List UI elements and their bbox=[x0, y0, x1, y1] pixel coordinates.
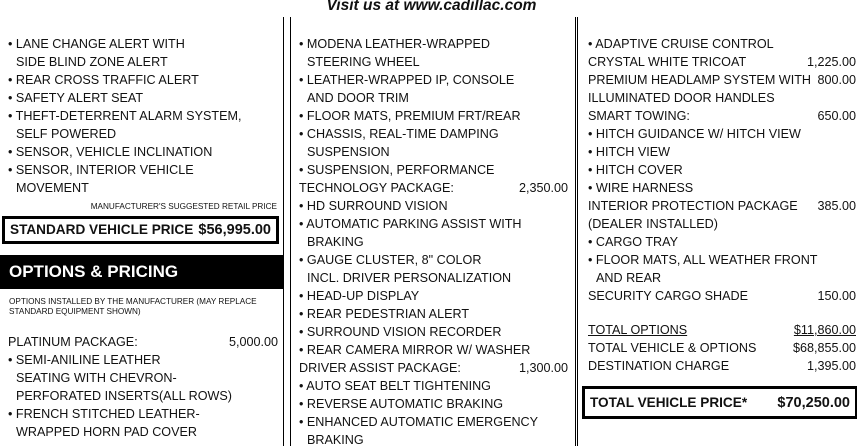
list-item bbox=[588, 197, 856, 215]
total-price-label: TOTAL VEHICLE PRICE* bbox=[590, 394, 748, 410]
platinum-package bbox=[8, 333, 278, 441]
item-price: 1,225.00 bbox=[806, 55, 856, 69]
list-item bbox=[299, 251, 568, 269]
package-price: 5,000.00 bbox=[228, 335, 278, 349]
total-price-value: $70,250.00 bbox=[777, 394, 850, 411]
list-item: • REAR CROSS TRAFFIC ALERT bbox=[8, 73, 199, 87]
item-text: • AUTO SEAT BELT TIGHTENING bbox=[299, 379, 491, 393]
item-text: • REAR PEDESTRIAN ALERT bbox=[299, 307, 470, 321]
item-text: STEERING WHEEL bbox=[307, 55, 420, 69]
destination-charge-value: 1,395.00 bbox=[806, 359, 856, 373]
list-item: • SEMI-ANILINE LEATHER bbox=[8, 353, 161, 367]
list-item: • SAFETY ALERT SEAT bbox=[8, 91, 144, 105]
item-price: 1,300.00 bbox=[518, 361, 568, 375]
list-item: • THEFT-DETERRENT ALARM SYSTEM, bbox=[8, 109, 242, 123]
list-item bbox=[588, 269, 856, 287]
total-options-label: TOTAL OPTIONS bbox=[588, 323, 688, 337]
item-text: INTERIOR PROTECTION PACKAGE bbox=[588, 199, 798, 213]
item-text: AND REAR bbox=[596, 271, 662, 285]
item-text: DRIVER ASSIST PACKAGE: bbox=[299, 361, 461, 375]
item-price: 650.00 bbox=[817, 109, 856, 123]
item-text: AND DOOR TRIM bbox=[307, 91, 409, 105]
item-text: • SURROUND VISION RECORDER bbox=[299, 325, 502, 339]
list-item bbox=[299, 377, 568, 395]
options-note: OPTIONS INSTALLED BY THE MANUFACTURER (MAY REPLACE STANDARD EQUIPMENT SHOWN) bbox=[9, 297, 257, 316]
item-text: • FLOOR MATS, PREMIUM FRT/REAR bbox=[299, 109, 521, 123]
totals-row bbox=[588, 321, 856, 339]
item-text: • HEAD-UP DISPLAY bbox=[299, 289, 420, 303]
package-label: PLATINUM PACKAGE: bbox=[8, 335, 138, 349]
list-item bbox=[588, 215, 856, 233]
list-item: MOVEMENT bbox=[16, 181, 89, 195]
item-text: • AUTOMATIC PARKING ASSIST WITH bbox=[299, 217, 522, 231]
column-options-packages bbox=[290, 17, 576, 446]
list-item bbox=[588, 233, 856, 251]
list-item: • SENSOR, INTERIOR VEHICLE bbox=[8, 163, 194, 177]
item-text: TECHNOLOGY PACKAGE: bbox=[299, 181, 454, 195]
list-item bbox=[299, 431, 568, 446]
website-banner: Visit us at www.cadillac.com bbox=[326, 0, 537, 14]
list-item: WRAPPED HORN PAD COVER bbox=[16, 425, 197, 439]
list-item: • FRENCH STITCHED LEATHER- bbox=[8, 407, 200, 421]
list-item bbox=[299, 53, 568, 71]
list-item bbox=[299, 305, 568, 323]
options-pricing-header: OPTIONS & PRICING bbox=[0, 255, 284, 289]
list-item: • LANE CHANGE ALERT WITH bbox=[8, 37, 185, 51]
list-item bbox=[299, 143, 568, 161]
list-item bbox=[588, 179, 856, 197]
item-text: • REVERSE AUTOMATIC BRAKING bbox=[299, 397, 504, 411]
list-item bbox=[588, 107, 856, 125]
item-price: 800.00 bbox=[817, 73, 856, 87]
list-item bbox=[299, 287, 568, 305]
standard-price-label: STANDARD VEHICLE PRICE bbox=[10, 222, 194, 237]
item-text: • LEATHER-WRAPPED IP, CONSOLE bbox=[299, 73, 515, 87]
item-text: PREMIUM HEADLAMP SYSTEM WITH bbox=[588, 73, 811, 87]
list-item: SEATING WITH CHEVRON- bbox=[16, 371, 177, 385]
list-item bbox=[299, 107, 568, 125]
list-item: PERFORATED INSERTS(ALL ROWS) bbox=[16, 389, 232, 403]
list-item bbox=[299, 161, 568, 179]
list-item bbox=[299, 197, 568, 215]
item-text: BRAKING bbox=[307, 433, 364, 446]
destination-charge-label: DESTINATION CHARGE bbox=[588, 359, 730, 373]
item-text: • HITCH GUIDANCE W/ HITCH VIEW bbox=[588, 127, 801, 141]
list-item: SIDE BLIND ZONE ALERT bbox=[16, 55, 168, 69]
list-item bbox=[299, 179, 568, 197]
list-item bbox=[299, 125, 568, 143]
item-text: • CARGO TRAY bbox=[588, 235, 679, 249]
list-item bbox=[299, 323, 568, 341]
list-item bbox=[299, 269, 568, 287]
list-item bbox=[588, 53, 856, 71]
list-item bbox=[588, 161, 856, 179]
column-options-totals bbox=[577, 17, 857, 446]
item-text: • SUSPENSION, PERFORMANCE bbox=[299, 163, 495, 177]
total-vehicle-options-value: $68,855.00 bbox=[792, 341, 856, 355]
list-item bbox=[299, 413, 568, 431]
item-text: SUSPENSION bbox=[307, 145, 390, 159]
item-text: • HITCH VIEW bbox=[588, 145, 671, 159]
item-text: INCL. DRIVER PERSONALIZATION bbox=[307, 271, 512, 285]
list-item bbox=[588, 71, 856, 89]
list-item bbox=[588, 287, 856, 305]
item-price: 385.00 bbox=[817, 199, 856, 213]
list-item: • SENSOR, VEHICLE INCLINATION bbox=[8, 145, 213, 159]
totals-row bbox=[588, 357, 856, 375]
standard-vehicle-price-box bbox=[2, 216, 279, 244]
column-standard-features bbox=[0, 17, 284, 446]
item-text: • MODENA LEATHER-WRAPPED bbox=[299, 37, 491, 51]
list-item bbox=[299, 89, 568, 107]
item-text: SMART TOWING: bbox=[588, 109, 690, 123]
list-item bbox=[299, 71, 568, 89]
item-price: 150.00 bbox=[817, 289, 856, 303]
total-vehicle-price-box bbox=[582, 386, 857, 419]
options-list bbox=[588, 35, 856, 305]
msrp-note: MANUFACTURER'S SUGGESTED RETAIL PRICE bbox=[90, 202, 277, 211]
list-item bbox=[588, 251, 856, 269]
list-item bbox=[299, 341, 568, 359]
list-item bbox=[299, 395, 568, 413]
item-text: • ADAPTIVE CRUISE CONTROL bbox=[588, 37, 774, 51]
list-item bbox=[588, 125, 856, 143]
item-text: • HD SURROUND VISION bbox=[299, 199, 448, 213]
options-list bbox=[299, 35, 568, 446]
item-text: • WIRE HARNESS bbox=[588, 181, 694, 195]
item-text: • HITCH COVER bbox=[588, 163, 683, 177]
list-item bbox=[299, 35, 568, 53]
item-text: CRYSTAL WHITE TRICOAT bbox=[588, 55, 747, 69]
total-vehicle-options-label: TOTAL VEHICLE & OPTIONS bbox=[588, 341, 757, 355]
totals-row bbox=[588, 339, 856, 357]
list-item bbox=[588, 35, 856, 53]
list-item: SELF POWERED bbox=[16, 127, 117, 141]
item-text: • FLOOR MATS, ALL WEATHER FRONT bbox=[588, 253, 818, 267]
item-text: • GAUGE CLUSTER, 8" COLOR bbox=[299, 253, 482, 267]
item-price: 2,350.00 bbox=[518, 181, 568, 195]
item-text: (DEALER INSTALLED) bbox=[588, 217, 718, 231]
item-text: • CHASSIS, REAL-TIME DAMPING bbox=[299, 127, 499, 141]
list-item bbox=[299, 215, 568, 233]
feature-list bbox=[8, 35, 278, 197]
list-item bbox=[588, 143, 856, 161]
item-text: ILLUMINATED DOOR HANDLES bbox=[588, 91, 775, 105]
list-item bbox=[588, 89, 856, 107]
totals-block bbox=[588, 321, 856, 375]
package-row bbox=[8, 333, 278, 351]
list-item bbox=[299, 233, 568, 251]
item-text: • ENHANCED AUTOMATIC EMERGENCY bbox=[299, 415, 539, 429]
standard-price-value: $56,995.00 bbox=[198, 222, 271, 238]
item-text: SECURITY CARGO SHADE bbox=[588, 289, 749, 303]
item-text: BRAKING bbox=[307, 235, 364, 249]
total-options-value: $11,860.00 bbox=[793, 323, 856, 337]
item-text: • REAR CAMERA MIRROR W/ WASHER bbox=[299, 343, 531, 357]
list-item bbox=[299, 359, 568, 377]
